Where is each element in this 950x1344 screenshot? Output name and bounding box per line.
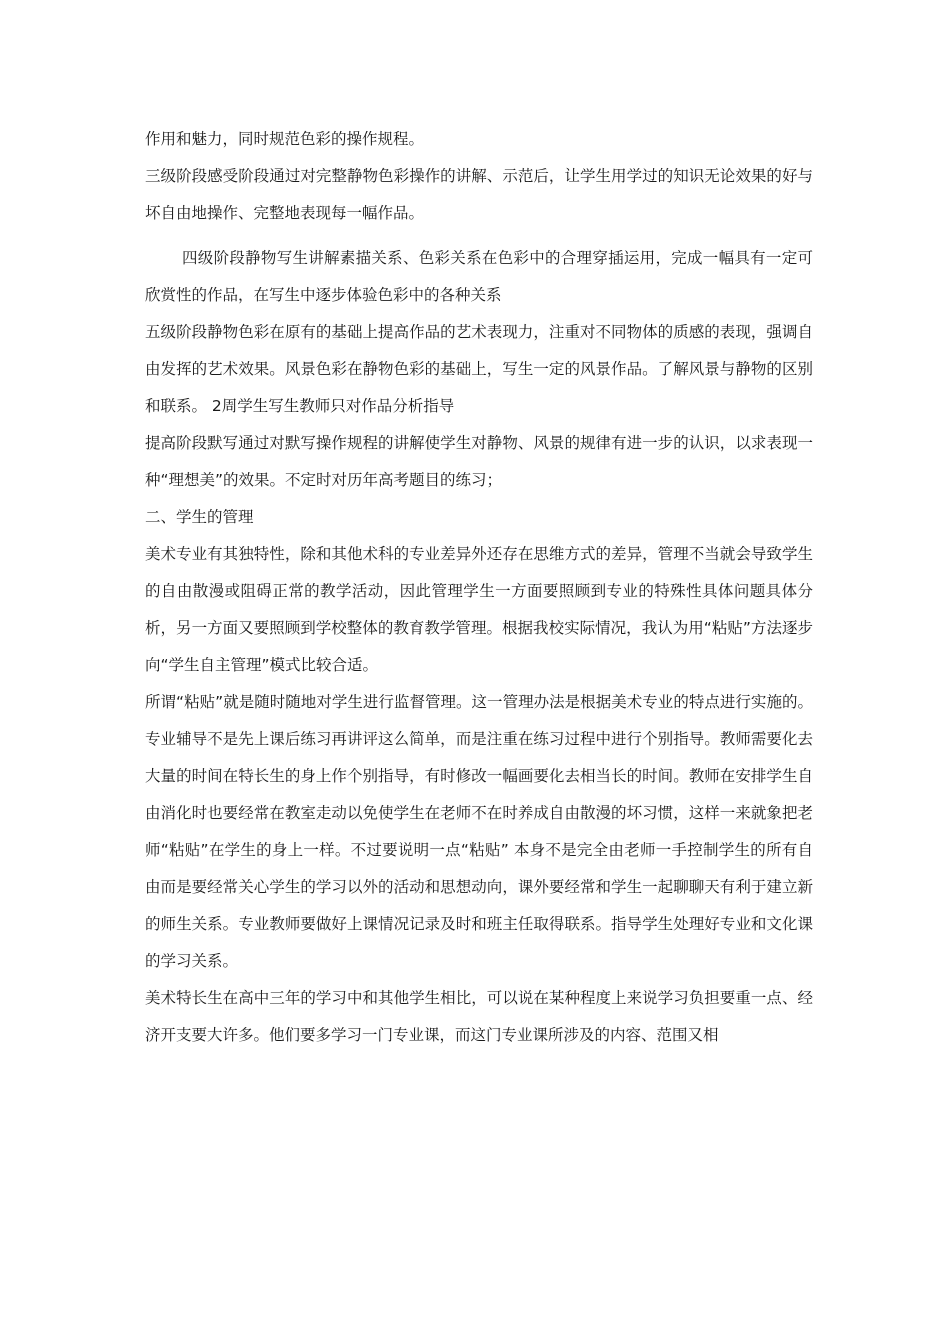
- section-heading: 二、学生的管理: [145, 508, 254, 526]
- paragraph: 五级阶段静物色彩在原有的基础上提高作品的艺术表现力，注重对不同物体的质感的表现，强调自由发挥的艺术效果。风景色彩在静物色彩的基础上，写生一定的风景作品。了解风景与静物的区别和联系。 2周学生写生教师只对作品分析指导: [145, 323, 813, 415]
- paragraph: 美术专业有其独特性，除和其他术科的专业差异外还存在思维方式的差异，管理不当就会导致学生的自由散漫或阻碍正常的教学活动，因此管理学生一方面要照顾到专业的特殊性具体问题具体分析，另一方面又要照顾到学校整体的教育教学管理。根据我校实际情况，我认为用“粘贴”方法逐步向“学生自主管理”模式比较合适。: [145, 545, 813, 674]
- paragraph: 提高阶段默写通过对默写操作规程的讲解使学生对静物、风景的规律有进一步的认识，以求表现一种“理想美”的效果。不定时对历年高考题目的练习；: [145, 434, 813, 489]
- document-body: [145, 121, 813, 1054]
- paragraph: 所谓“粘贴”就是随时随地对学生进行监督管理。这一管理办法是根据美术专业的特点进行实施的。专业辅导不是先上课后练习再讲评这么简单，而是注重在练习过程中进行个别指导。教师需要化去大量的时间在特长生的身上作个别指导，有时修改一幅画要化去相当长的时间。教师在安排学生自由消化时也要经常在教室走动以免使学生在老师不在时养成自由散漫的坏习惯，这样一来就象把老师“粘贴”在学生的身上一样。不过要说明一点“粘贴” 本身不是完全由老师一手控制学生的所有自由而是要经常关心学生的学习以外的活动和思想动向，课外要经常和学生一起聊聊天有利于建立新的师生关系。专业教师要做好上课情况记录及时和班主任取得联系。指导学生处理好专业和文化课的学习关系。: [145, 693, 813, 970]
- paragraph: 四级阶段静物写生讲解素描关系、色彩关系在色彩中的合理穿插运用，完成一幅具有一定可欣赏性的作品，在写生中逐步体验色彩中的各种关系: [145, 249, 813, 304]
- paragraph: 三级阶段感受阶段通过对完整静物色彩操作的讲解、示范后，让学生用学过的知识无论效果的好与坏自由地操作、完整地表现每一幅作品。: [145, 167, 813, 222]
- paragraph: 作用和魅力，同时规范色彩的操作规程。: [145, 130, 425, 148]
- paragraph: 美术特长生在高中三年的学习中和其他学生相比，可以说在某种程度上来说学习负担要重一点、经济开支要大许多。他们要多学习一门专业课，而这门专业课所涉及的内容、范围又相: [145, 989, 813, 1044]
